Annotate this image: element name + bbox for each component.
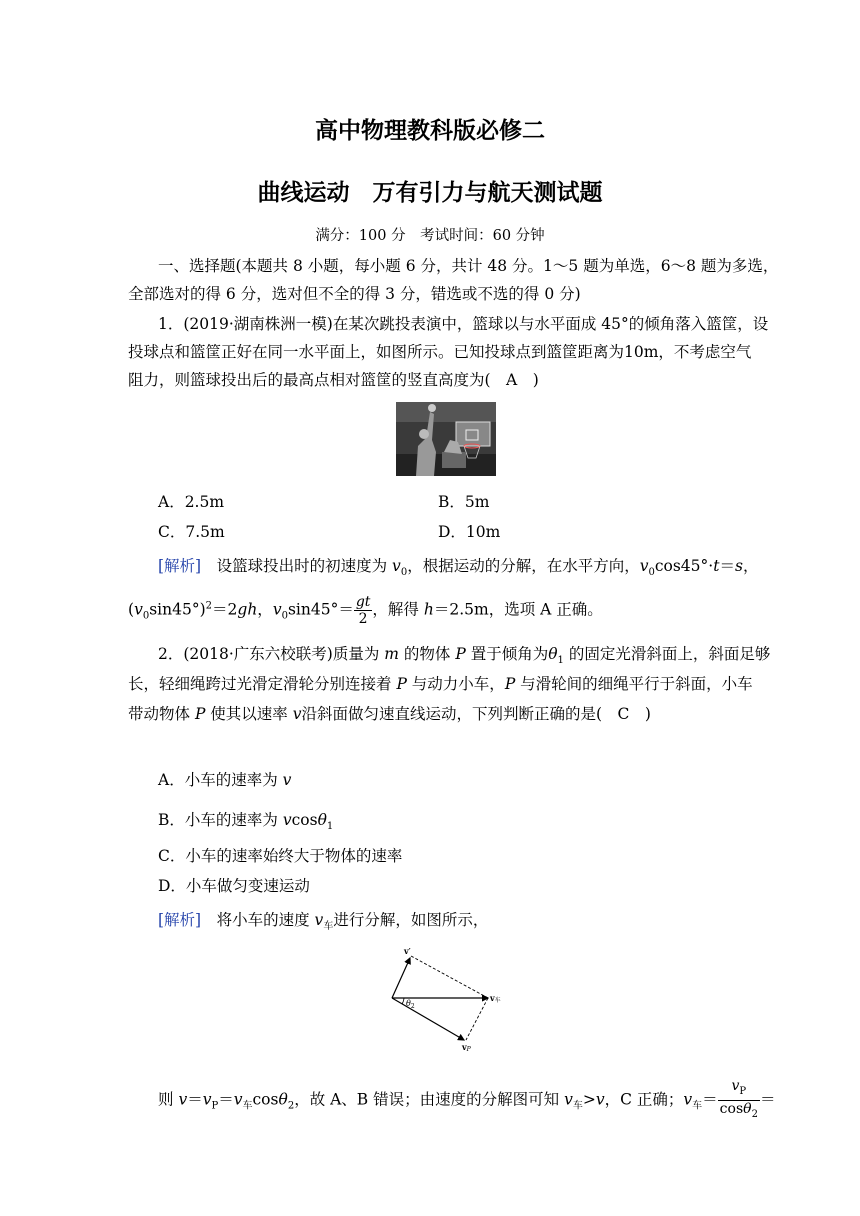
velocity-decomposition-diagram <box>384 940 514 1056</box>
q1-line1: 1．(2019·湖南株洲一模)在某次跳投表演中，篮球以与水平面成 45°的倾角落入篮筐，设 <box>158 315 769 333</box>
q1-line3: 阻力，则篮球投出后的最高点相对篮筐的竖直高度为( A ) <box>128 371 539 389</box>
q2-analysis-final: 则 $v=v_P=v_车\cos\theta_2$，故 A、B 错误；由速度的分解图可知 $v_车>v$，C 正确；$v_车=$ $\frac{v_P}{\cos\theta_2}$ ＝ <box>158 1078 775 1123</box>
q2-line1: 2．(2018·广东六校联考)质量为 m 的物体 P 置于倾角为$\theta_1$ 的固定光滑斜面上，斜面足够 <box>158 645 771 667</box>
q1-option-a: A．2.5m <box>158 493 225 511</box>
v-p-vector <box>392 998 464 1040</box>
doc-title: 高中物理教科版必修二 <box>315 118 545 144</box>
basketball-photo-drawing <box>396 402 496 476</box>
exam-meta: 满分：100 分 考试时间：60 分钟 <box>315 228 545 244</box>
v-prime-label: v′ <box>404 946 411 956</box>
q2-option-c: C．小车的速率始终大于物体的速率 <box>158 847 403 865</box>
q1-line2: 投球点和篮筐正好在同一水平面上，如图所示。已知投球点到篮筐距离为10m，不考虑空气 <box>128 343 752 361</box>
dashed-line-top <box>411 956 488 998</box>
q1-option-b: B．5m <box>438 493 490 511</box>
q2-line3: 带动物体 P 使其以速率 v沿斜面做匀速直线运动，下列判断正确的是( C ) <box>128 705 651 723</box>
v-car-label: v车 <box>490 993 501 1004</box>
v-p-label: vP <box>462 1042 471 1053</box>
fraction-vp-over-cos: $\frac{v_P}{\cos\theta_2}$ <box>719 1078 758 1120</box>
section-heading-line2: 全部选对的得 6 分，选对但不全的得 3 分，错选或不选的得 0 分) <box>128 285 581 303</box>
v-prime-vector <box>392 958 410 998</box>
q1-option-d: D．10m <box>438 523 501 541</box>
q2-option-b: B．小车的速率为 vcosθ$_1$ <box>158 811 334 833</box>
analysis-tag-2: [解析] <box>158 911 202 929</box>
q2-analysis-line1: [解析] 将小车的速度 $v_车$进行分解，如图所示， <box>158 911 489 933</box>
dashed-line-bottom <box>466 998 488 1040</box>
section-heading-line1: 一、选择题(本题共 8 小题，每小题 6 分，共计 48 分。1～5 题为单选，6～8 题为多选， <box>158 257 779 275</box>
q2-option-a: A．小车的速率为 v <box>158 771 292 789</box>
basketball-photo <box>396 402 496 476</box>
q1-analysis-line1: [解析] 设篮球投出时的初速度为 $v_0$，根据运动的分解，在水平方向，$v_0\cos 45^\circ\cdot t=s$， <box>158 557 759 579</box>
q2-line2: 长，轻细绳跨过光滑定滑轮分别连接着 P 与动力小车，P 与滑轮间的细绳平行于斜面，小车 <box>128 675 753 693</box>
fraction-gt-over-2: $\frac{gt}{2}$ <box>355 594 371 627</box>
q2-option-d: D．小车做匀变速运动 <box>158 877 310 895</box>
q1-analysis-line2: $(v_0\sin 45^\circ)^2=2gh$，$v_0\sin 45^\circ=$ $\frac{gt}{2}$ ，解得 h＝2.5m，选项 A 正确。 <box>128 594 603 627</box>
theta-label: $\theta_2$ <box>406 999 415 1010</box>
doc-subtitle: 曲线运动 万有引力与航天测试题 <box>257 180 603 206</box>
q1-option-c: C．7.5m <box>158 523 225 541</box>
analysis-tag: [解析] <box>158 557 202 575</box>
